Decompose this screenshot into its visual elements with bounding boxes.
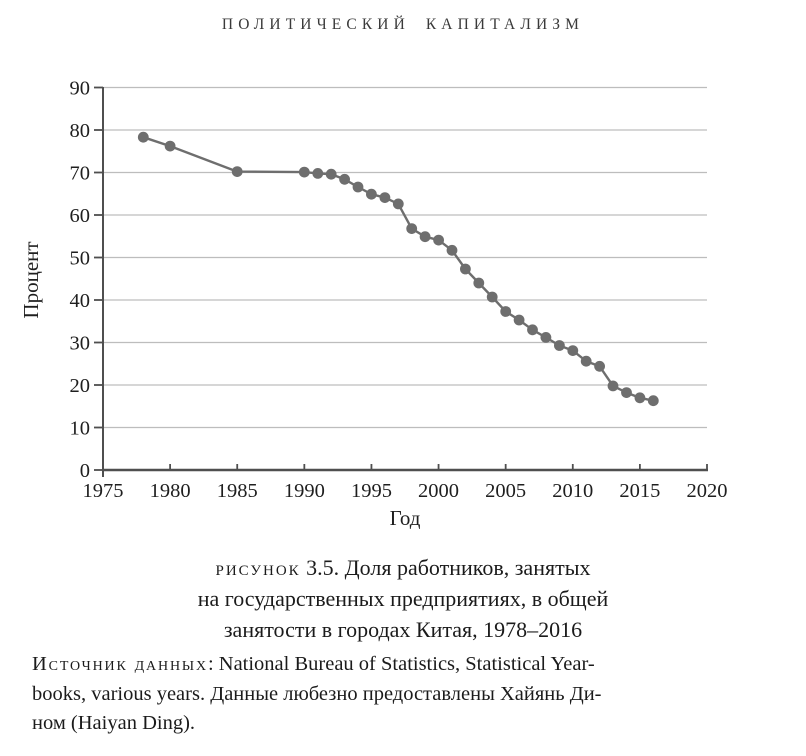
data-source-line-2: books, various years. Данные любезно предоставлены Хайянь Ди- [32, 682, 602, 705]
data-point [500, 306, 511, 317]
y-tick-label: 20 [69, 375, 90, 397]
data-point [527, 324, 538, 335]
figure-caption-line-1 [0, 552, 806, 583]
data-point [165, 141, 176, 152]
x-tick-label: 2015 [619, 480, 661, 502]
data-point [353, 182, 364, 193]
page-running-head: ПОЛИТИЧЕСКИЙ КАПИТАЛИЗМ [221, 16, 585, 33]
data-point [420, 231, 431, 242]
data-point [299, 167, 310, 178]
data-source-line-1-text: : National Bureau of Statistics, Statistical Year- [207, 653, 595, 675]
x-tick-label: 2000 [418, 480, 460, 502]
data-point [621, 387, 632, 398]
data-point [138, 132, 149, 143]
data-source-line-3: ном (Haiyan Ding). [32, 712, 196, 734]
y-axis-title: Процент [19, 241, 43, 319]
data-point [232, 166, 243, 177]
data-source-label: Источник данных [32, 653, 208, 675]
data-point [460, 264, 471, 275]
x-tick-label: 1975 [82, 480, 124, 502]
data-point [487, 292, 498, 303]
x-tick-label: 1980 [149, 480, 191, 502]
data-point [447, 245, 458, 256]
x-tick-label: 2005 [485, 480, 527, 502]
data-point [473, 278, 484, 289]
figure-caption-line-2: на государственных предприятиях, в общей [197, 586, 609, 611]
data-point [326, 169, 337, 180]
figure-caption-label: рисунок [215, 555, 301, 580]
figure-caption [0, 552, 806, 645]
x-tick-label: 2020 [686, 480, 728, 502]
y-tick-label: 60 [69, 205, 90, 227]
data-point [406, 223, 417, 234]
figure-caption-line-1-text: 3.5. Доля работников, занятых [300, 555, 591, 580]
y-tick-label: 0 [79, 460, 90, 482]
y-tick-label: 30 [69, 332, 90, 355]
data-point [567, 345, 578, 356]
data-point [393, 199, 404, 210]
y-tick-label: 40 [69, 290, 90, 312]
data-point [554, 340, 565, 351]
y-tick-label: 90 [69, 77, 90, 100]
y-tick-label: 70 [69, 162, 90, 185]
data-point [635, 392, 646, 403]
data-point [514, 315, 525, 326]
data-point [380, 192, 391, 203]
x-tick-label: 1985 [216, 480, 258, 502]
x-axis-title: Год [389, 506, 421, 530]
data-source-line-1 [32, 650, 780, 680]
x-tick-label: 2010 [552, 480, 594, 502]
figure-caption-line-3: занятости в городах Китая, 1978–2016 [223, 617, 583, 642]
data-point [433, 235, 444, 246]
data-point [541, 332, 552, 343]
data-point [366, 189, 377, 200]
figure-chart [0, 60, 806, 535]
gridline-layer [103, 88, 707, 428]
x-tick-label: 1995 [350, 480, 392, 502]
data-point [312, 168, 323, 179]
x-tick-label: 1990 [283, 480, 325, 502]
data-point [608, 381, 619, 392]
data-point [581, 356, 592, 367]
employment-share-line-chart [0, 60, 806, 535]
y-tick-label: 80 [69, 120, 90, 142]
y-tick-label: 10 [69, 417, 90, 440]
trend-line [143, 137, 653, 401]
y-tick-label: 50 [69, 247, 90, 270]
data-point [594, 361, 605, 372]
data-point [648, 395, 659, 406]
data-source-note [32, 650, 780, 739]
data-point [339, 174, 350, 185]
